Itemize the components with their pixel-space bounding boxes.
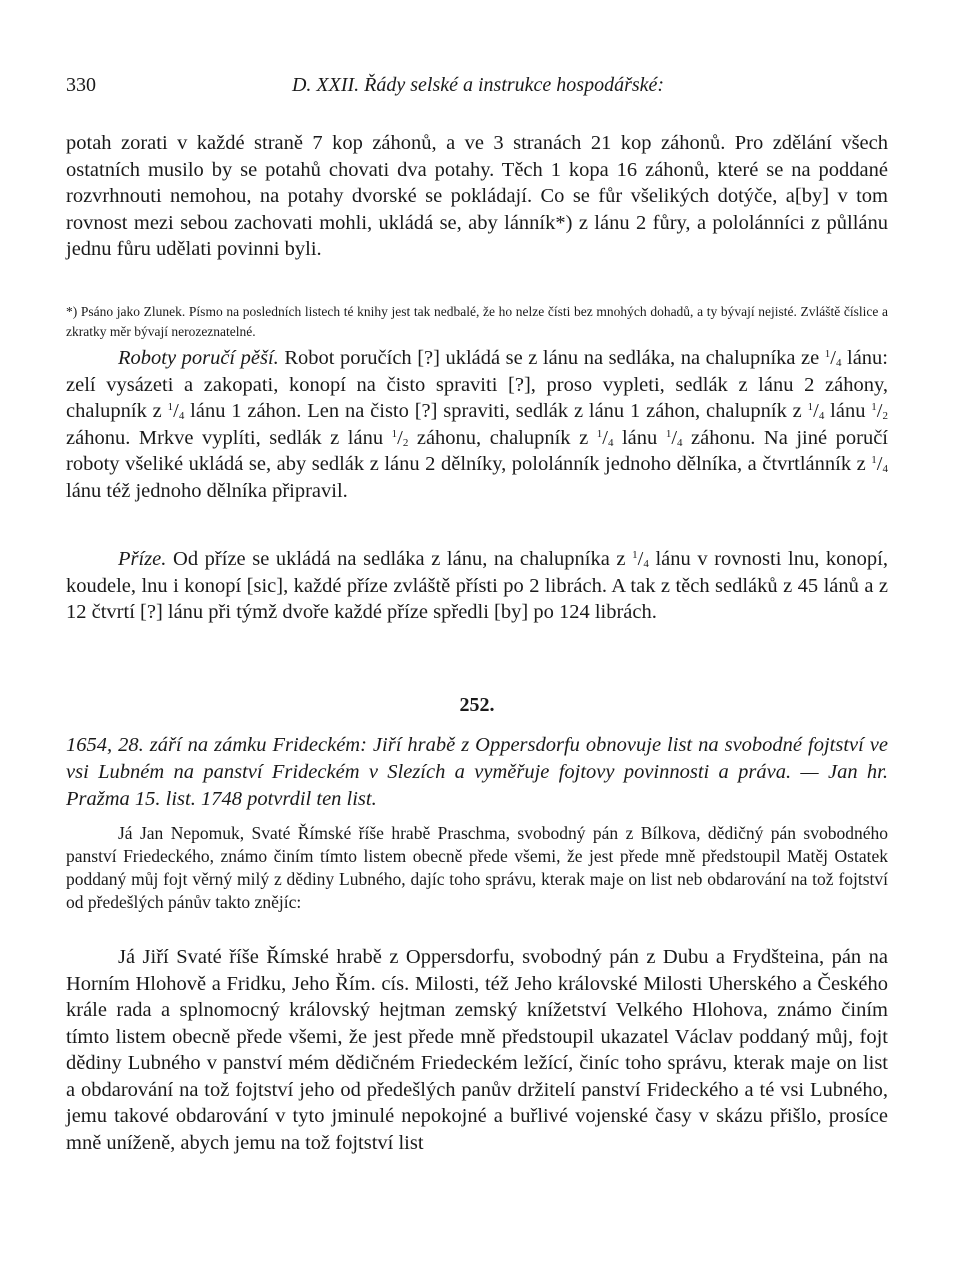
main-text: Já Jiří Svaté říše Římské hrabě z Oppersdorfu, svobodný pán z Dubu a Frydšteina, pán na Horním Hlohově a Fridku, Jeho Řím. cís. Milosti, též Jeho královské Milosti Uherského a Českého krále rada a splnomocný královský hejtman zemský knížetství Velkého Hlohova, známo činím tímto listem obecně přede všemi, že jest přede mně předstoupil ukazatel Václav poddaný můj, fojt dědiny Lubného v panství mém dědičném Friedeckém ležící, činíc toho správu, kterak maje on list a obdarování na tož fojtství jeho od předešlých panův držitelí panství Frideckého a té vsi Lubného, jemu takové obdarování v tyto jminulé nepokojné a buřlivé vojenské časy v skázu přišlo, prosíce mně uníženě, abych jemu na tož fojtství list [66, 946, 888, 1154]
page-header [66, 74, 890, 106]
document-summary: 1654, 28. září na zámku Frideckém: Jiří hrabě z Oppersdorfu obnovuje list na svobodné fojtství ve vsi Lubném na panství Frideckém v Slezích a vyměřuje fojtovy povinnosti a práva. — Jan hr. Pražma 15. list. 1748 potvrdil ten list. [66, 734, 888, 810]
paragraph-text: potah zorati v každé straně 7 kop záhonů, a ve 3 stranách 21 kop záhonů. Pro zdělání všech ostatních musilo by se potahů chovati dva potahy. Těch 1 kopa 16 záhonů, které se na poddané rozvrhnouti nemohou, na potahy dvorské se pokládají. Co se fůr všelikých dotýče, a[by] v tom rovnost mezi sebou zachovati mohli, ukládá se, aby lánník*) z lánu 2 fůry, a pololánníci z půllánu jednu fůru udělati povinni byli. [66, 132, 888, 260]
paragraph-continuation [66, 130, 888, 263]
paragraph-prize [66, 546, 888, 626]
intro-text: Já Jan Nepomuk, Svaté Římské říše hrabě Praschma, svobodný pán z Bílkova, dědičný pán svobodného panství Friedeckého, známo činím tímto listem obecně přede všemi, že jest přede mně předstoupil Matěj Ostatek poddaný můj fojt věrný milý z dědiny Lubného, dajíc toho správu, kterak maje on list neb obdarování na tož fojtství od předešlých pánův takto znějíc: [66, 823, 888, 912]
document-summary-block [66, 732, 888, 813]
paragraph-heading: Příze. [118, 548, 167, 570]
paragraph-heading: Roboty poručí pěší. [118, 347, 279, 369]
paragraph-prize-text: Příze. Od příze se ukládá na sedláka z lánu, na chalupníka z $^1/_4$ lánu v rovnosti lnu, konopí, koudele, lnu i konopí [sic], každé příze zvláště přísti po 2 librách. A tak z těch sedláků z 45 lánů a z 12 čtvrtí [?] lánu při týmž dvoře každé příze spředli [by] po 124 librách. [66, 548, 888, 623]
paragraph-roboty-text: Roboty poručí pěší. Robot poručích [?] ukládá se z lánu na sedláka, na chalupníka ze $^1/_4$ lánu: zelí vysázeti a zakopati, konopí na čisto spraviti [?], proso vypleti, sedlák z lánu 2 záhony, chalupník z $^1/_4$ lánu 1 záhon. Len na čisto [?] spraviti, sedlák z lánu 1 záhon, chalupník z $^1/_4$ lánu $^1/_2$ záhonu. Mrkve vyplíti, sedlák z lánu $^1/_2$ záhonu, chalupník z $^1/_4$ lánu $^1/_4$ záhonu. Na jiné poručí roboty všeliké ukládá se, aby sedlák z lánu 2 dělníky, pololánník jednoho dělníka, a čtvrtlánník z $^1/_4$ lánu též jednoho dělníka připravil. [66, 347, 888, 502]
document-number: 252. [459, 694, 495, 716]
document-number-block [66, 694, 888, 717]
footnote-text: *) Psáno jako Zlunek. Písmo na posledních listech té knihy jest tak nedbalé, že ho nelze čísti bez mnohých dohadů, a ty bývají nejisté. Zvláště číslice a zkratky měr bývají nerozeznatelné. [66, 304, 888, 339]
main-text-block [66, 944, 888, 1156]
intro-block [66, 822, 888, 914]
running-title: D. XXII. Řády selské a instrukce hospodářské: [291, 74, 665, 96]
footnote [66, 302, 888, 342]
page-number: 330 [66, 74, 96, 96]
paragraph-roboty [66, 345, 888, 504]
